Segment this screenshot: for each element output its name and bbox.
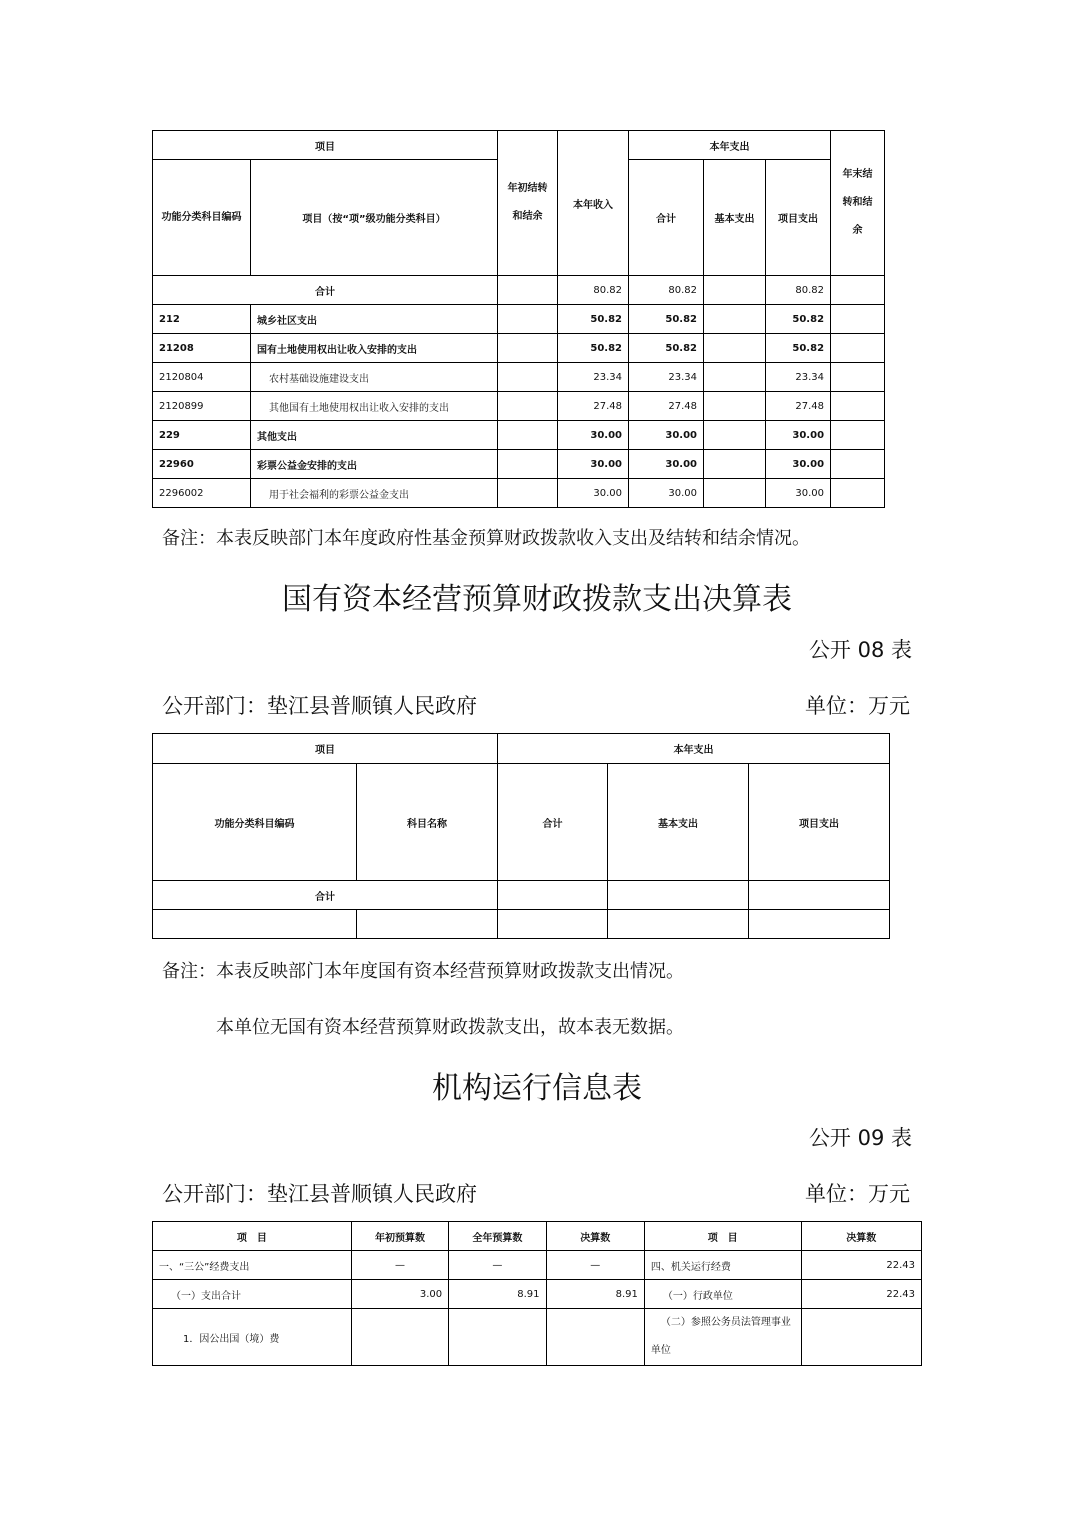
- table-row: [153, 392, 885, 421]
- total-label: 合计: [153, 276, 498, 305]
- cell-begin: [498, 450, 558, 479]
- section09-title: 机构运行信息表: [432, 1071, 642, 1106]
- cell-code: [153, 910, 357, 939]
- cell-project: 50.82: [766, 305, 831, 334]
- section08-title: 国有资本经营预算财政拨款支出决算表: [282, 582, 792, 617]
- cell-final: 8.91: [546, 1280, 644, 1309]
- total-label: 合计: [153, 881, 498, 910]
- table-row: [153, 1251, 922, 1280]
- cell-name: 彩票公益金安排的支出: [251, 450, 498, 479]
- cell-code: 229: [153, 421, 251, 450]
- cell-begin-budget: [351, 1309, 448, 1366]
- cell-begin-budget: —: [351, 1251, 448, 1280]
- cell-income: 30.00: [558, 421, 629, 450]
- cell-total: 30.00: [629, 479, 704, 508]
- section08-no-data: 本单位无国有资本经营预算财政拨款支出，故本表无数据。: [216, 1017, 684, 1038]
- cell-code: 212: [153, 305, 251, 334]
- cell-basic: [704, 479, 766, 508]
- cell-begin: [498, 392, 558, 421]
- cell-basic: [704, 363, 766, 392]
- header-basic: 基本支出: [704, 160, 766, 276]
- header-code: 功能分类科目编码: [153, 764, 357, 881]
- cell-begin: [498, 363, 558, 392]
- cell-final2: [801, 1309, 922, 1366]
- cell-project: 30.00: [766, 450, 831, 479]
- header-expense: 本年支出: [629, 131, 831, 160]
- cell-item: 一、“三公”经费支出: [153, 1251, 352, 1280]
- cell-end: [831, 305, 885, 334]
- cell-code: 2120804: [153, 363, 251, 392]
- cell-income: 30.00: [558, 450, 629, 479]
- cell-begin: [498, 421, 558, 450]
- cell-basic: [704, 421, 766, 450]
- header-total: 合计: [498, 764, 608, 881]
- cell-total: 50.82: [629, 305, 704, 334]
- section08-dept: 公开部门：垫江县普顺镇人民政府: [162, 694, 477, 718]
- header-final2: 决算数: [801, 1222, 922, 1251]
- cell-final2: 22.43: [801, 1280, 922, 1309]
- cell-end: [831, 392, 885, 421]
- cell-income: 23.34: [558, 363, 629, 392]
- table-row: [153, 910, 890, 939]
- cell-end: [831, 276, 885, 305]
- header-item2: 项 目: [644, 1222, 801, 1251]
- header-project-expense: 项目支出: [749, 764, 890, 881]
- cell-basic: [704, 305, 766, 334]
- header-begin-budget: 年初预算数: [351, 1222, 448, 1251]
- cell-item2: （二）参照公务员法管理事业单位: [644, 1309, 801, 1366]
- cell-basic: [704, 392, 766, 421]
- cell-income: 50.82: [558, 305, 629, 334]
- cell-project: [749, 881, 890, 910]
- section09-unit: 单位：万元: [805, 1182, 910, 1206]
- table-row: [153, 421, 885, 450]
- cell-begin-budget: 3.00: [351, 1280, 448, 1309]
- cell-total: 27.48: [629, 392, 704, 421]
- total-row: [153, 881, 890, 910]
- cell-name: 农村基础设施建设支出: [251, 363, 498, 392]
- cell-total: 30.00: [629, 421, 704, 450]
- cell-item2: （一）行政单位: [644, 1280, 801, 1309]
- section08-unit: 单位：万元: [805, 694, 910, 718]
- cell-name: 其他支出: [251, 421, 498, 450]
- table-row: [153, 450, 885, 479]
- header-income: 本年收入: [558, 131, 629, 276]
- header-total: 合计: [629, 160, 704, 276]
- cell-total: 50.82: [629, 334, 704, 363]
- cell-project: 27.48: [766, 392, 831, 421]
- cell-final2: 22.43: [801, 1251, 922, 1280]
- cell-basic: [704, 334, 766, 363]
- header-name: 项目（按“项”级功能分类科目）: [251, 160, 498, 276]
- table-row: [153, 479, 885, 508]
- table-row: [153, 334, 885, 363]
- cell-name: 城乡社区支出: [251, 305, 498, 334]
- table-row: [153, 1280, 922, 1309]
- header-end-balance: 年末结转和结余: [831, 131, 885, 276]
- cell-name: [357, 910, 498, 939]
- cell-income: 80.82: [558, 276, 629, 305]
- section09-form-no: 公开 09 表: [808, 1126, 912, 1150]
- cell-item: 1．因公出国（境）费: [153, 1309, 352, 1366]
- cell-project: [749, 910, 890, 939]
- cell-total: [498, 910, 608, 939]
- fund-budget-table: [152, 130, 885, 508]
- cell-end: [831, 421, 885, 450]
- table-row: [153, 305, 885, 334]
- cell-code: 2120899: [153, 392, 251, 421]
- cell-basic: [704, 450, 766, 479]
- cell-end: [831, 450, 885, 479]
- cell-basic: [704, 276, 766, 305]
- cell-project: 30.00: [766, 421, 831, 450]
- cell-project: 50.82: [766, 334, 831, 363]
- section08-note: 备注：本表反映部门本年度国有资本经营预算财政拨款支出情况。: [162, 961, 684, 982]
- cell-name: 国有土地使用权出让收入安排的支出: [251, 334, 498, 363]
- cell-begin: [498, 276, 558, 305]
- table-row: [153, 363, 885, 392]
- cell-name: 其他国有土地使用权出让收入安排的支出: [251, 392, 498, 421]
- cell-basic: [608, 910, 749, 939]
- cell-full-budget: 8.91: [449, 1280, 546, 1309]
- cell-begin: [498, 305, 558, 334]
- table-row: [153, 1309, 922, 1366]
- cell-full-budget: —: [449, 1251, 546, 1280]
- cell-income: 30.00: [558, 479, 629, 508]
- state-capital-table: [152, 733, 890, 939]
- cell-total: 30.00: [629, 450, 704, 479]
- header-final: 决算数: [546, 1222, 644, 1251]
- cell-income: 50.82: [558, 334, 629, 363]
- agency-operation-table: [152, 1221, 922, 1366]
- cell-final: —: [546, 1251, 644, 1280]
- cell-project: 30.00: [766, 479, 831, 508]
- cell-total: [498, 881, 608, 910]
- total-row: [153, 276, 885, 305]
- cell-total: 23.34: [629, 363, 704, 392]
- cell-code: 21208: [153, 334, 251, 363]
- cell-total: 80.82: [629, 276, 704, 305]
- cell-final: [546, 1309, 644, 1366]
- cell-project: 80.82: [766, 276, 831, 305]
- cell-full-budget: [449, 1309, 546, 1366]
- header-project: 项目: [153, 734, 498, 764]
- header-begin-balance: 年初结转和结余: [498, 131, 558, 276]
- cell-income: 27.48: [558, 392, 629, 421]
- header-full-budget: 全年预算数: [449, 1222, 546, 1251]
- header-basic: 基本支出: [608, 764, 749, 881]
- cell-item: （一）支出合计: [153, 1280, 352, 1309]
- header-name: 科目名称: [357, 764, 498, 881]
- header-item: 项 目: [153, 1222, 352, 1251]
- table1-note: 备注：本表反映部门本年度政府性基金预算财政拨款收入支出及结转和结余情况。: [162, 528, 810, 549]
- cell-begin: [498, 479, 558, 508]
- section08-form-no: 公开 08 表: [808, 638, 912, 662]
- cell-code: 22960: [153, 450, 251, 479]
- cell-begin: [498, 334, 558, 363]
- header-expense: 本年支出: [498, 734, 890, 764]
- cell-basic: [608, 881, 749, 910]
- header-project: 项目: [153, 131, 498, 160]
- header-code: 功能分类科目编码: [153, 160, 251, 276]
- cell-end: [831, 334, 885, 363]
- cell-end: [831, 363, 885, 392]
- section09-dept: 公开部门：垫江县普顺镇人民政府: [162, 1182, 477, 1206]
- cell-name: 用于社会福利的彩票公益金支出: [251, 479, 498, 508]
- cell-item2: 四、机关运行经费: [644, 1251, 801, 1280]
- cell-project: 23.34: [766, 363, 831, 392]
- cell-code: 2296002: [153, 479, 251, 508]
- cell-end: [831, 479, 885, 508]
- header-project-expense: 项目支出: [766, 160, 831, 276]
